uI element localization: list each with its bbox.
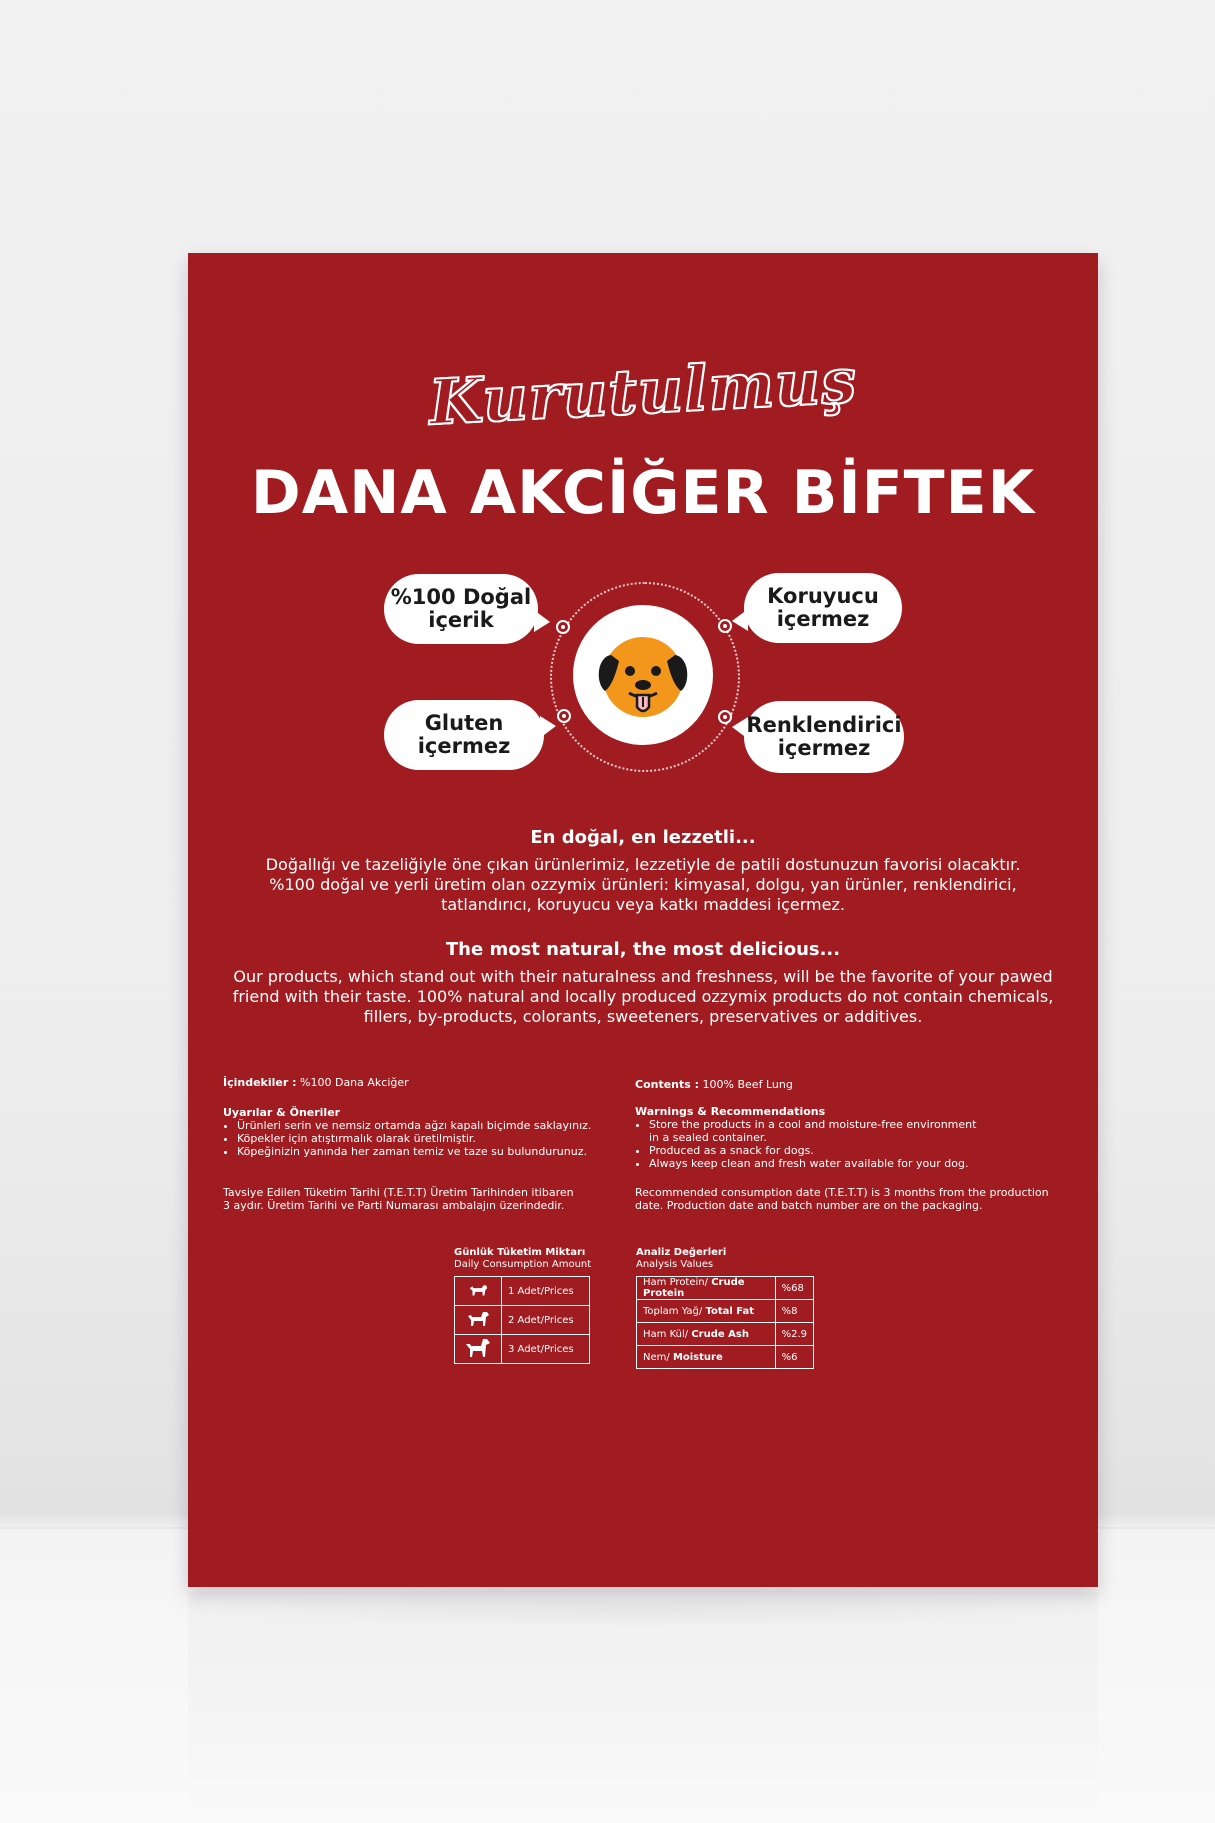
- tr-warning-item: • Köpeğinizin yanında her zaman temiz ve taze su bulundurunuz.: [237, 1145, 613, 1158]
- en-paragraph: [216, 967, 1070, 1027]
- product-package-back: [188, 253, 1098, 1587]
- small-dog-icon: [467, 1282, 489, 1298]
- tr-warnings: [223, 1106, 613, 1158]
- tr-contents: [223, 1076, 613, 1089]
- tr-tett-line2: 3 aydır. Üretim Tarihi ve Parti Numarası ambalajın üzerindedir.: [223, 1199, 565, 1212]
- analysis-title: [636, 1247, 726, 1271]
- table-cell: 3 Adet/Prices: [502, 1335, 590, 1364]
- analysis-label-tr: Toplam Yağ/: [643, 1305, 703, 1317]
- table-cell: [637, 1300, 776, 1323]
- ring-dot-bottom-left: [557, 709, 571, 723]
- badge-no-preservative-line2: içermez: [776, 607, 870, 631]
- table-row: [637, 1277, 814, 1300]
- table-row: [637, 1300, 814, 1323]
- analysis-label-en: Crude Protein: [643, 1277, 745, 1299]
- en-contents-value: 100% Beef Lung: [702, 1078, 793, 1091]
- tr-heading: En doğal, en lezzetli...: [530, 827, 756, 848]
- package-reflection: [188, 1592, 1098, 1823]
- table-cell: %8: [775, 1300, 813, 1323]
- ring-dot-top-left: [556, 620, 570, 634]
- daily-title-en: Daily Consumption Amount: [454, 1259, 592, 1270]
- tr-warning-item: • Ürünleri serin ve nemsiz ortamda ağzı kapalı biçimde saklayınız.: [237, 1119, 613, 1132]
- table-row: [637, 1346, 814, 1369]
- table-cell: [455, 1306, 502, 1335]
- en-warning1-line2: in a sealed container.: [649, 1131, 767, 1144]
- analysis-label-en: Moisture: [672, 1351, 723, 1363]
- tr-warnings-title: Uyarılar & Öneriler: [223, 1106, 341, 1119]
- en-tett: [635, 1186, 1075, 1212]
- ring-dot-bottom-right: [718, 710, 732, 724]
- large-dog-icon: [465, 1338, 491, 1358]
- tr-warning-item: • Köpekler için atıştırmalık olarak üretilmiştir.: [237, 1132, 613, 1145]
- analysis-label-en: Crude Ash: [691, 1328, 749, 1340]
- badge-gluten-free: [384, 700, 544, 770]
- table-cell: [637, 1277, 776, 1300]
- tr-line3: tatlandırıcı, koruyucu veya katkı maddesi içermez.: [441, 895, 845, 914]
- center-badge: [573, 605, 713, 745]
- table-cell: [455, 1277, 502, 1306]
- badge-gluten-free-line1: Gluten: [424, 711, 504, 735]
- en-warnings: [635, 1105, 1075, 1170]
- analysis-title-tr: Analiz Değerleri: [636, 1247, 727, 1258]
- analysis-label-tr: Nem/: [643, 1351, 670, 1363]
- table-cell: 1 Adet/Prices: [502, 1277, 590, 1306]
- badge-natural-line2: içerik: [428, 608, 494, 632]
- en-line1: Our products, which stand out with their naturalness and freshness, will be the favorite of your pawed: [233, 967, 1053, 986]
- table-cell: [637, 1346, 776, 1369]
- table-row: [455, 1335, 590, 1364]
- tr-tett: [223, 1186, 613, 1212]
- tr-tett-line1: Tavsiye Edilen Tüketim Tarihi (T.E.T.T) Üretim Tarihinden itibaren: [223, 1186, 574, 1199]
- badge-no-colorant-line2: içermez: [777, 736, 871, 760]
- table-cell: [455, 1335, 502, 1364]
- en-tett-line1: Recommended consumption date (T.E.T.T) is 3 months from the production: [635, 1186, 1049, 1199]
- badge-natural-line1: %100 Doğal: [390, 585, 532, 609]
- ring-dot-top-right: [718, 619, 732, 633]
- en-warning-item: • Always keep clean and fresh water available for your dog.: [649, 1157, 1075, 1170]
- table-cell: %6: [775, 1346, 813, 1369]
- table-cell: %68: [775, 1277, 813, 1300]
- en-line3: fillers, by-products, colorants, sweeteners, preservatives or additives.: [363, 1007, 923, 1026]
- table-cell: 2 Adet/Prices: [502, 1306, 590, 1335]
- table-row: [455, 1277, 590, 1306]
- script-title: Kurutulmuş: [427, 343, 859, 440]
- analysis-label-tr: Ham Protein/: [643, 1277, 708, 1288]
- daily-title-tr: Günlük Tüketim Miktarı: [454, 1247, 586, 1258]
- table-cell: %2.9: [775, 1323, 813, 1346]
- tr-line1: Doğallığı ve tazeliğiyle öne çıkan ürünlerimiz, lezzetiyle de patili dostunuzun favorisi olacaktır.: [265, 855, 1021, 874]
- badge-no-preservative: [744, 573, 902, 643]
- en-warnings-title: Warnings & Recommendations: [635, 1105, 826, 1118]
- daily-table: [454, 1276, 590, 1364]
- en-warning-item: • Produced as a snack for dogs.: [649, 1144, 1075, 1157]
- badge-gluten-free-line2: içermez: [417, 734, 511, 758]
- product-title: DANA AKCİĞER BİFTEK: [250, 458, 1036, 528]
- table-cell: [637, 1323, 776, 1346]
- analysis-label-en: Total Fat: [705, 1305, 755, 1317]
- tr-line2: %100 doğal ve yerli üretim olan ozzymix ürünleri: kimyasal, dolgu, yan ürünler, renklendirici,: [269, 875, 1017, 894]
- tr-paragraph: [238, 855, 1048, 915]
- analysis-title-en: Analysis Values: [636, 1259, 714, 1270]
- medium-dog-icon: [466, 1310, 490, 1328]
- en-contents: [635, 1078, 1075, 1091]
- tr-contents-value: %100 Dana Akciğer: [300, 1076, 409, 1089]
- badge-natural: [384, 574, 538, 644]
- en-tett-line2: date. Production date and batch number are on the packaging.: [635, 1199, 983, 1212]
- dog-face-icon: [593, 625, 693, 725]
- analysis-table: [636, 1276, 814, 1369]
- en-contents-label: Contents :: [635, 1078, 700, 1091]
- badge-no-colorant-line1: Renklendirici: [746, 713, 902, 737]
- tr-contents-label: İçindekiler :: [223, 1076, 297, 1089]
- daily-title: [454, 1247, 591, 1271]
- en-warning-item: [649, 1118, 1075, 1144]
- badge-no-colorant: [744, 701, 904, 773]
- en-line2: friend with their taste. 100% natural and locally produced ozzymix products do not contain chemicals,: [232, 987, 1054, 1006]
- table-row: [455, 1306, 590, 1335]
- en-warning1-line1: Store the products in a cool and moisture-free environment: [649, 1118, 977, 1131]
- badge-no-preservative-line1: Koruyucu: [767, 584, 879, 608]
- table-row: [637, 1323, 814, 1346]
- analysis-label-tr: Ham Kül/: [643, 1328, 689, 1340]
- en-heading: The most natural, the most delicious...: [445, 939, 841, 960]
